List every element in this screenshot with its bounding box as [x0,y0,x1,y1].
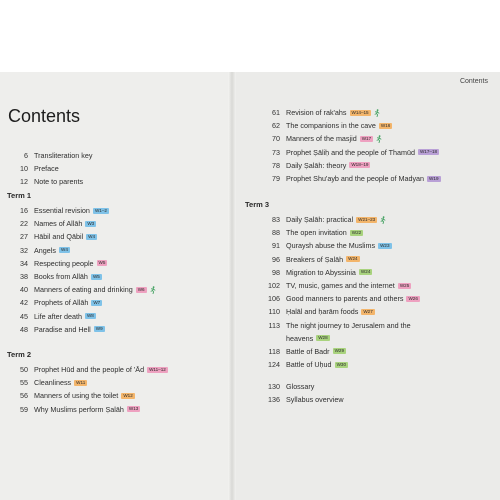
entry-title: Preface [34,164,59,174]
page-number: 88 [272,228,280,238]
entry-title: Respecting people [34,258,94,268]
page-number: 16 [20,206,28,216]
page-number: 48 [20,324,28,334]
page-number: 79 [272,174,280,184]
toc-entry [232,119,500,132]
page-number: 91 [272,241,280,251]
entry-title: Note to parents [34,177,84,187]
toc-entry [232,292,500,305]
week-badge: W11 [76,379,86,385]
entry-title: Essential revision [34,206,90,216]
toc-entry [232,380,500,393]
entry-title: Manners of using the toilet [34,391,119,401]
week-badge: W27 [363,308,373,314]
toc-entry [0,363,232,376]
toc-entry [0,403,232,416]
toc-entry [0,323,232,336]
page-number: 83 [272,215,280,225]
term3-section [232,200,500,371]
week-badge: W24 [348,256,358,262]
toc-entry [232,146,500,159]
toc-entry [0,204,232,217]
page-number: 110 [268,307,280,317]
toc-entry [232,305,500,318]
page-number: 50 [20,365,28,375]
week-badge: W3 [87,220,95,226]
toc-entry [232,345,500,358]
entry-title: Prophets of Allāh [34,298,89,308]
entry-title: Battle of Uḥud [286,360,332,370]
entry-title: Quraysh abuse the Muslims [286,241,376,251]
week-badge: W7 [93,299,101,305]
entry-title: The companions in the cave [286,121,376,131]
term1-section [0,191,232,336]
week-badge: W19 [429,175,439,181]
toc-entry [232,332,500,345]
entry-title: Books from Allāh [34,272,88,282]
entry-title: The night journey to Jerusalem and the [286,320,411,330]
week-badge: W12 [123,392,133,398]
page-number: 124 [268,360,280,370]
week-badge: W29 [334,348,345,354]
week-badge: W17–18 [419,149,438,155]
continued-list [232,106,500,185]
week-badge: W26 [408,295,418,301]
page-number: 55 [20,378,28,388]
entry-title: Prophet Shu'ayb and the people of Madyan [286,174,425,184]
week-badge: W22 [351,229,362,235]
page-number: 73 [272,147,280,157]
toc-entry [232,226,500,239]
toc-entry [232,358,500,371]
page-number: 10 [20,164,28,174]
week-badge: W5 [98,260,106,266]
page-number: 70 [272,134,280,144]
activity-icon [380,216,386,224]
entry-title: Ḥalāl and ḥarām foods [286,307,359,317]
toc-entry [232,253,500,266]
entry-title: Life after death [34,311,82,321]
entry-title: Glossary [286,382,315,392]
running-head: Contents [459,78,488,85]
toc-entry [0,389,232,402]
page-number: 78 [272,160,280,170]
page-number: 136 [268,395,280,405]
entry-title: Paradise and Hell [34,324,91,334]
entry-title: Revision of rak'ahs [286,108,347,118]
week-badge: W25 [399,282,410,288]
entry-title: heavens [286,333,314,343]
activity-icon [374,109,380,117]
page-number: 106 [268,294,280,304]
entry-title: Cleanliness [34,378,72,388]
front-matter-list [0,149,232,189]
activity-icon [150,286,156,294]
week-badge: W8 [86,313,94,319]
left-page [0,72,232,500]
toc-entry [0,310,232,323]
entry-title: Battle of Badr [286,346,330,356]
entry-title: Prophet Hūd and the people of 'Ād [34,365,145,375]
page-number: 102 [268,281,280,291]
page-number: 96 [272,254,280,264]
entry-title: Hābil and Qābil [34,232,84,242]
page-number: 56 [20,391,28,401]
toc-entry [0,149,232,162]
page-number: 42 [20,298,28,308]
toc-entry [0,175,232,188]
page-number: 40 [20,285,28,295]
toc-entry [232,172,500,185]
term-heading: Term 2 [7,350,32,359]
toc-entry [0,162,232,175]
activity-icon [376,135,382,143]
entry-title: Names of Allāh [34,219,83,229]
toc-entry [232,159,500,172]
entry-title: Syllabus overview [286,395,344,405]
week-badge: W17 [361,135,372,141]
entry-title: Transliteration key [34,151,93,161]
toc-entry [0,244,232,257]
page-number: 32 [20,245,28,255]
term2-list [0,363,232,416]
page-number: 22 [20,219,28,229]
page-number: 98 [272,267,280,277]
page-number: 45 [20,311,28,321]
week-badge: W14–15 [351,109,369,115]
page-number: 59 [20,404,28,414]
toc-entry [232,279,500,292]
page-number: 38 [20,272,28,282]
entry-title: Good manners to parents and others [286,294,404,304]
entry-title: Prophet Ṣāliḥ and the people of Thamūd [286,147,415,157]
toc-entry [0,217,232,230]
page-number: 130 [268,382,280,392]
page-title: Contents [8,106,81,126]
toc-entry [0,376,232,389]
back-matter-list [232,380,500,406]
week-badge: W6 [137,286,145,292]
week-badge: W1–2 [94,207,107,213]
toc-entry [232,213,500,226]
page-number: 27 [20,232,28,242]
week-badge: W24 [360,269,371,275]
week-badge: W11–12 [149,366,166,372]
week-badge: W28 [318,335,328,341]
week-badge: W9 [95,326,103,332]
week-badge: W4 [88,233,96,239]
entry-title: Daily Ṣalāh: practical [286,215,354,225]
term2-section [0,350,232,416]
entry-title: Why Muslims perform Ṣalāh [34,404,124,414]
right-page [232,72,500,500]
toc-entry [232,239,500,252]
week-badge: W18–19 [351,162,369,168]
term-heading: Term 3 [245,200,270,209]
entry-title: Migration to Abyssinia [286,267,356,277]
week-badge: W23 [380,242,390,248]
page-number: 61 [272,108,280,118]
toc-entry [232,106,500,119]
week-badge: W4 [60,247,68,253]
week-badge: W16 [380,122,391,128]
page-number: 12 [20,177,28,187]
toc-entry [232,132,500,145]
toc-entry [0,257,232,270]
toc-entry [232,319,500,332]
entry-title: Manners of eating and drinking [34,285,133,295]
toc-entry [0,230,232,243]
week-badge: W13 [128,406,139,412]
toc-entry [0,296,232,309]
page-number: 118 [268,346,280,356]
term-heading: Term 1 [7,191,32,200]
page-number: 113 [268,320,280,330]
entry-title: Daily Ṣalāh: theory [286,160,347,170]
toc-entry [0,283,232,296]
entry-title: Breakers of Ṣalāh [286,254,344,264]
toc-entry [232,393,500,406]
toc-entry [232,266,500,279]
entry-title: The open invitation [286,228,347,238]
page-number: 62 [272,121,280,131]
book-gutter [228,72,236,500]
week-badge: W5 [92,273,100,279]
week-badge: W30 [336,361,347,367]
week-badge: W21–23 [358,216,376,222]
entry-title: TV, music, games and the internet [286,281,395,291]
page-number: 6 [24,151,28,161]
toc-entry [0,270,232,283]
page-number: 34 [20,258,28,268]
entry-title: Angels [34,245,56,255]
term3-list [232,213,500,371]
term1-list [0,204,232,336]
entry-title: Manners of the masjid [286,134,357,144]
